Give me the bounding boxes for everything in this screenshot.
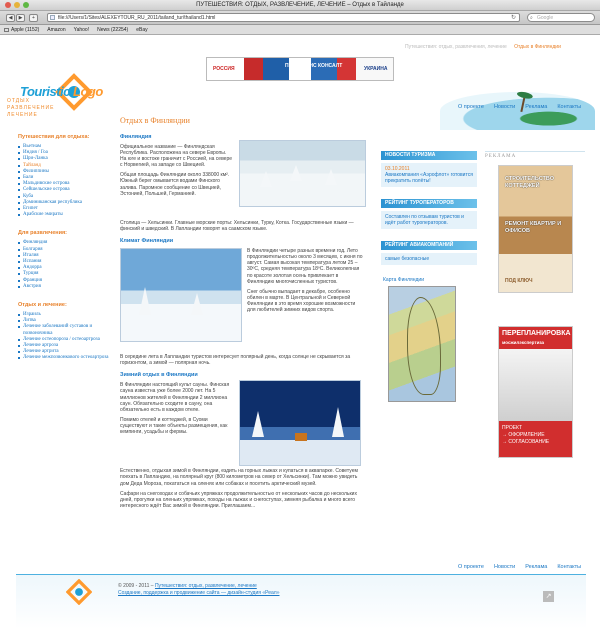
section-climate xyxy=(120,238,368,354)
airlines-box-header[interactable]: РЕЙТИНГ АВИАКОМПАНИЙ xyxy=(381,241,477,250)
map-title: Карта Финляндии xyxy=(383,277,425,283)
bottom-navigation xyxy=(458,564,581,570)
address-bar[interactable] xyxy=(47,13,520,22)
sidebar-item[interactable]: Лечение артроза xyxy=(18,343,113,349)
nav-contacts[interactable]: Контакты xyxy=(557,564,582,570)
news-date: 03.10.2011 xyxy=(385,166,410,172)
sidebar-item[interactable]: Шри-Ланка xyxy=(18,156,113,162)
sidebar-item[interactable]: Андорра xyxy=(18,265,113,271)
ad-photo xyxy=(499,349,572,421)
sidebar-item[interactable]: Арабские эмираты xyxy=(18,212,113,218)
sidebar-item[interactable]: Лечение межпозвонкового остеоартроза xyxy=(18,355,113,361)
airlines-box xyxy=(381,253,477,265)
footer-studio-link[interactable]: Создание, поддержка и продвижение сайта — дизайн-студия «Реал» xyxy=(118,590,280,596)
sidebar-item[interactable]: Вьетнам xyxy=(18,144,113,150)
ad-text: РЕМОНТ КВАРТИР И ОФИСОВ xyxy=(505,221,562,234)
forward-button[interactable]: ▶ xyxy=(16,14,25,22)
breadcrumb-link[interactable]: Путешествия: отдых, развлечения, лечение xyxy=(405,44,507,50)
bookmark-item[interactable]: Apple (1152) xyxy=(4,25,39,34)
bookmarks-bar xyxy=(0,25,600,35)
snowy-trees-photo xyxy=(120,248,242,342)
nav-ads[interactable]: Реклама xyxy=(525,564,548,570)
section-finland xyxy=(120,134,368,234)
sidebar-item[interactable]: Бали xyxy=(18,175,113,181)
banner-right-text: УКРАИНА xyxy=(364,66,388,72)
operators-box-header[interactable]: РЕЙТИНГ ТУРОПЕРАТОРОВ xyxy=(381,199,477,208)
banner-left-text: РОССИЯ xyxy=(213,66,235,72)
browser-toolbar xyxy=(0,11,600,25)
window-title: ПУТЕШЕСТВИЯ: ОТДЫХ, РАЗВЛЕЧЕНИЕ, ЛЕЧЕНИЕ – Отдых в Тайланде xyxy=(196,2,404,8)
add-bookmark-button[interactable]: + xyxy=(29,14,38,22)
ads-column xyxy=(485,151,585,458)
news-link[interactable]: Авиакомпания «Аэрофлот» готовится прекратить полёты! xyxy=(385,172,473,184)
sidebar-item[interactable]: Доминиканская республика xyxy=(18,200,113,206)
sidebar-item[interactable]: Лечение заболеваний суставов и позвоночника xyxy=(18,324,113,336)
breadcrumb-current: Отдых в Финляндии xyxy=(514,44,561,50)
main-content xyxy=(120,116,368,513)
nav-contacts[interactable]: Контакты xyxy=(557,104,582,110)
sidebar-item[interactable]: Испания xyxy=(18,259,113,265)
sidebar-list-travel xyxy=(18,144,113,218)
window-titlebar xyxy=(0,0,600,11)
logo-text: Touristic Logo xyxy=(20,84,103,99)
top-navigation xyxy=(458,104,581,110)
sidebar-item[interactable]: Филиппины xyxy=(18,169,113,175)
airlines-link[interactable]: самые безопасные xyxy=(385,256,430,262)
sidebar-item[interactable]: Италия xyxy=(18,253,113,259)
nav-ads[interactable]: Реклама xyxy=(525,104,548,110)
sidebar-item[interactable]: Египет xyxy=(18,206,113,212)
footer-text: © 2009 - 2011 – Путешествия: отдых, развлечение, лечение Создание, поддержка и продвижение сайта — дизайн-студия «Реал» xyxy=(118,583,280,596)
footer-logo-icon[interactable] xyxy=(66,579,92,605)
bookmark-item[interactable]: Amazon xyxy=(47,27,66,33)
sidebar-item[interactable]: Литва xyxy=(18,318,113,324)
ad-footer: ПРОЕКТ → ОФОРМЛЕНИЕ → СОГЛАСОВАНИЕ xyxy=(499,421,572,457)
paragraph: Столица — Хельсинки. Главные морские порты: Хельсинки, Турку, Котка. Государственные языки — финский и шведский. В Лапландии говорят на саамском языке. xyxy=(120,220,354,233)
island-illustration xyxy=(440,92,595,130)
footer-site-link[interactable]: Путешествия: отдых, развлечение, лечение xyxy=(154,583,257,589)
reload-icon[interactable]: ↻ xyxy=(510,15,516,21)
sidebar-item[interactable]: Индия / Гоа xyxy=(18,150,113,156)
section-title: Зимний отдых в Финляндии xyxy=(120,372,198,379)
sidebar-item[interactable]: Мальдивские острова xyxy=(18,181,113,187)
sidebar-item[interactable]: Турция xyxy=(18,271,113,277)
web-page xyxy=(0,36,600,635)
nav-about[interactable]: О проекте xyxy=(458,104,484,110)
paragraph: Снег обычно выпадает в декабре, особенно обилен в марте. В Центральной и Северной Финляндии в это время хорошие возможности для любителей зимних видов спорта. xyxy=(247,288,356,314)
bookmark-item[interactable]: eBay xyxy=(136,27,148,33)
top-breadcrumb xyxy=(405,44,561,50)
sidebar-item[interactable]: Лечение артрита xyxy=(18,349,113,355)
ads-heading: РЕКЛАМА xyxy=(485,151,585,159)
paragraph: Официальное название — Финляндская Республика. Расположена на севере Европы. На юге и востоке граничит с Россией, на севере с Норвегией, на западе со Швецией. xyxy=(120,144,233,169)
sidebar-item[interactable]: Франция xyxy=(18,278,113,284)
ad-text: ПОД КЛЮЧ xyxy=(505,278,533,284)
scroll-up-icon[interactable]: ↗ xyxy=(543,591,554,602)
address-text: file:///Users/1/Sites/ALEXEYTOUR_RU_2011/tailand_tur/thailand1.html xyxy=(58,15,216,21)
close-window-button[interactable] xyxy=(5,2,11,8)
paragraph: Помимо отелей и коттеджей, в Суоми существуют и такие объекты размещения, как кемпинги, усадьбы и фермы. xyxy=(120,416,228,436)
sidebar-item[interactable]: Болгария xyxy=(18,247,113,253)
window-controls[interactable] xyxy=(5,2,29,8)
nav-news[interactable]: Новости xyxy=(493,104,516,110)
sidebar-item[interactable]: Лечение остеопороза / остеоартроза xyxy=(18,337,113,343)
page-icon xyxy=(50,15,55,20)
ad-text: СТРОИТЕЛЬСТВО КОТТЕДЖЕЙ xyxy=(505,176,555,189)
sidebar-item[interactable]: Израиль xyxy=(18,312,113,318)
section-winter xyxy=(120,372,368,468)
back-button[interactable]: ◀ xyxy=(6,14,15,22)
sidebar-list-treatment xyxy=(18,312,113,362)
sidebar-item[interactable]: Австрия xyxy=(18,284,113,290)
operators-link[interactable]: Составлен по отзывам туристов и идёт работ туроператоров. xyxy=(385,214,464,226)
logo-tagline: ОТДЫХ РАЗВЛЕЧЕНИЕ ЛЕЧЕНИЕ xyxy=(7,98,55,118)
bookmarks-icon xyxy=(4,28,9,32)
footer xyxy=(16,574,586,629)
sidebar-heading-travel: Путешествия для отдыха: xyxy=(18,134,90,140)
paragraph: Сафари на снегоходах и собачьих упряжках продолжительностью от нескольких часов до нескольких дней, прогулки на оленьих упряжках, походы на лыжах и снегоступах, зимняя рыбалка и много всего интересного ждёт Вас зимой в Финляндии. Приглашаем... xyxy=(120,490,357,509)
sidebar-item-active[interactable]: Тайланд xyxy=(18,163,113,169)
header-banner-ad[interactable] xyxy=(206,57,394,81)
search-placeholder: Google xyxy=(537,15,554,21)
paragraph: В Финляндии четыре разных времени год. Лето продолжительностью около 3 месяцев, с июня по август. Самая высокая температура летом 25 – 30ºC, средняя температура 18ºC. Великолепная по красоте золотая осень привлекает в Финляндию многочисленных туристов. xyxy=(247,248,363,285)
winter-night-cabin-photo xyxy=(239,380,361,466)
news-box-header[interactable]: НОВОСТИ ТУРИЗМА xyxy=(381,151,477,160)
news-box xyxy=(381,163,477,187)
sidebar-item[interactable]: Финляндия xyxy=(18,240,113,246)
minimize-window-button[interactable] xyxy=(14,2,20,8)
bookmark-item[interactable]: Yahoo! xyxy=(73,27,90,33)
sidebar-list-entertainment xyxy=(18,240,113,290)
section-title: Климат Финляндии xyxy=(120,238,174,245)
nav-news[interactable]: Новости xyxy=(493,564,516,570)
sidebar-item[interactable]: Сейшельские острова xyxy=(18,187,113,193)
construction-ad[interactable] xyxy=(498,165,573,293)
banner-mid-text: ПРОФТРАНС КОНСАЛТ xyxy=(285,63,343,69)
sidebar-item[interactable]: Куба xyxy=(18,194,113,200)
page-title: Отдых в Финляндии xyxy=(120,116,190,125)
operators-box xyxy=(381,211,477,229)
winter-forest-photo xyxy=(239,140,366,207)
right-column xyxy=(381,151,477,402)
bookmark-item[interactable]: News (22254) xyxy=(97,27,129,33)
section-title: Финляндия xyxy=(120,134,152,140)
sidebar-heading-entertainment: Для развлечения: xyxy=(18,230,68,237)
paragraph: В Финляндии настоящий культ сауны. Финская сауна известна уже более 2000 лет. На 5 миллионов жителей в Финляндии 2 миллиона саун. Обязательно сходите в сауну, она обязательно есть в каждом отеле. xyxy=(120,382,230,413)
paragraph: В середине лета в Лапландии туристов интересует полярный день, когда солнце не скрывается за горизонтом, а зимой — полярная ночь. xyxy=(120,354,351,367)
search-input[interactable] xyxy=(527,13,595,22)
paragraph: Естественно, отдыхая зимой в Финляндии, ездить на горных лыжах и купаться в аквапарке. Советуем поехать в Лапландию, на полярный круг (800 километров на север от Хельсинки). Там можно увидеть дом Деда Мороза, покататься на оленях или собаках и посетить арктический музей. xyxy=(120,468,358,487)
replanning-ad[interactable] xyxy=(498,326,573,458)
sidebar-heading-treatment: Отдых и лечение: xyxy=(18,302,67,309)
zoom-window-button[interactable] xyxy=(23,2,29,8)
finland-map[interactable] xyxy=(388,286,456,402)
nav-about[interactable]: О проекте xyxy=(458,564,484,570)
ad-header: ПЕРЕПЛАНИРОВКА мосжилэкспертиза xyxy=(499,327,572,349)
sidebar xyxy=(18,134,113,374)
search-icon: ⌕ xyxy=(530,15,533,21)
paragraph: Общая площадь Финляндии около 338000 км². Южный берег омывается водами Финского залива. Паромное сообщение со Швецией, Эстонией, Польшей, Германией. xyxy=(120,172,230,197)
